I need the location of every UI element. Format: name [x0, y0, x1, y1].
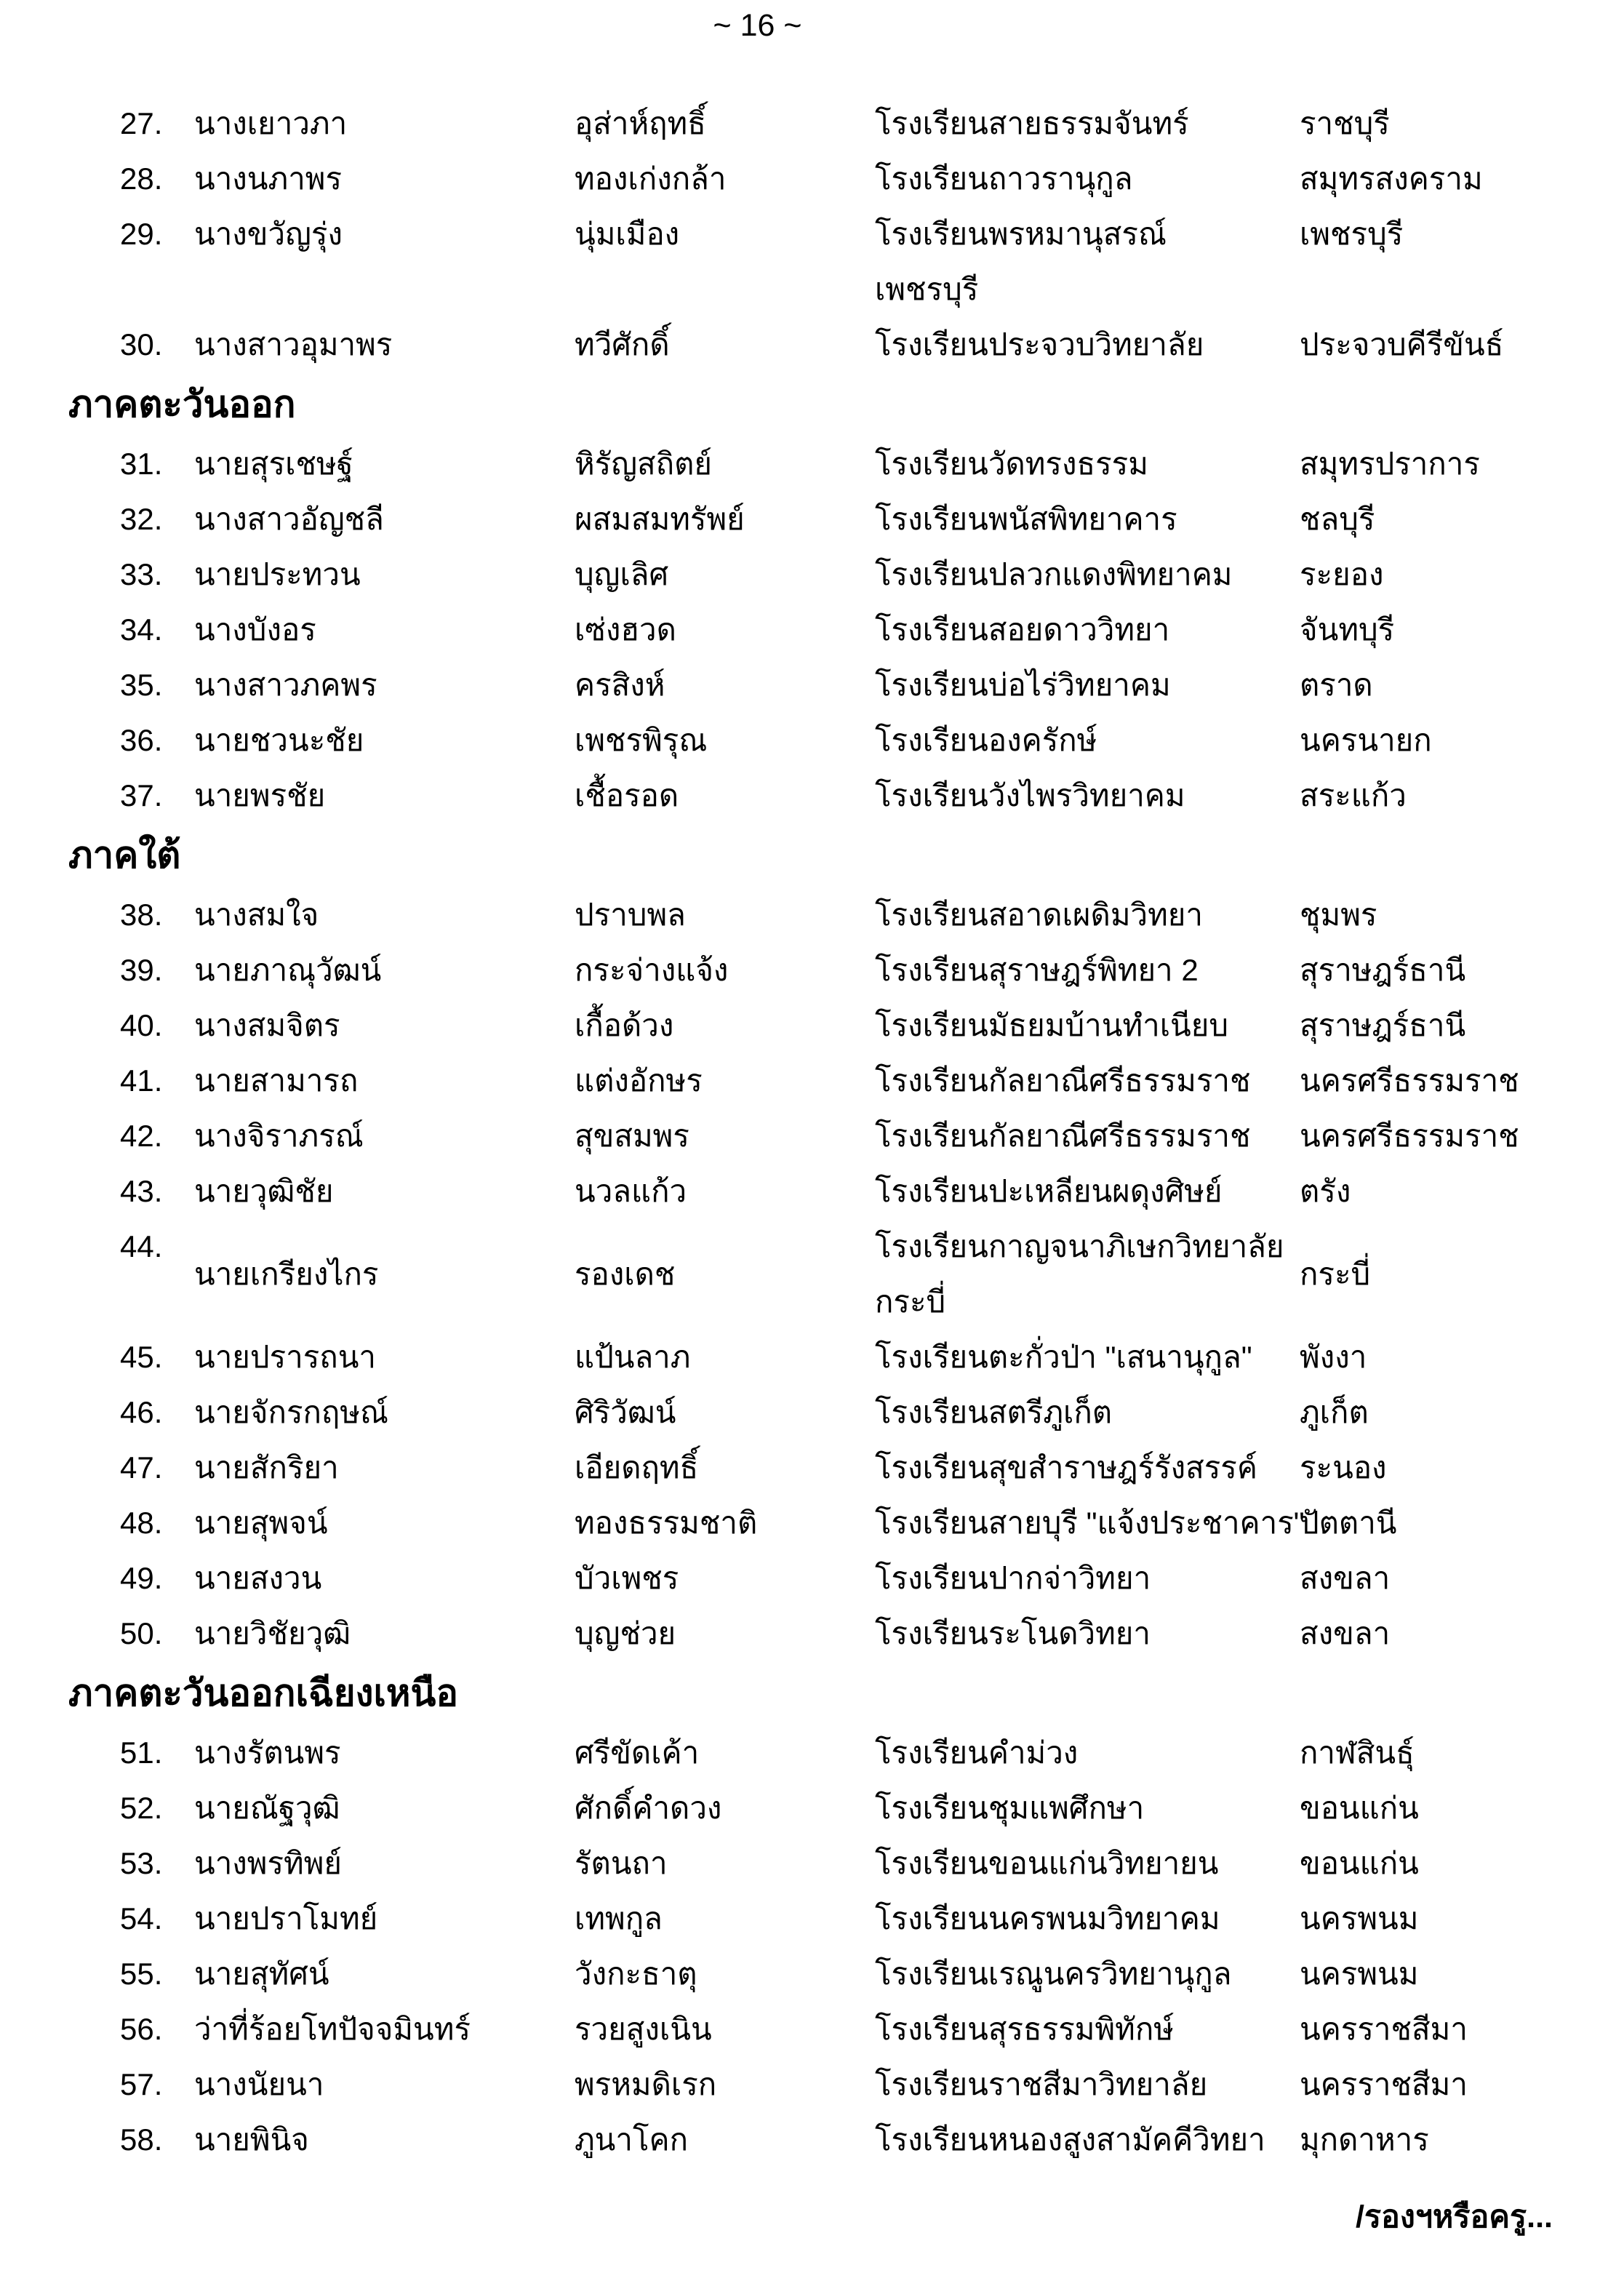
page-number: ~ 16 ~	[713, 8, 802, 43]
table-row	[68, 2057, 1553, 2112]
row-number: 42.	[120, 1119, 163, 1153]
province: ตราด	[1300, 668, 1373, 702]
table-row	[68, 1946, 1553, 2002]
province: นครพนม	[1300, 1957, 1419, 1991]
province: สุราษฎร์ธานี	[1300, 953, 1466, 987]
table-row	[68, 1330, 1553, 1385]
province: สระแก้ว	[1300, 778, 1407, 812]
province: สมุทรสงคราม	[1300, 161, 1483, 196]
province: ระยอง	[1300, 557, 1384, 591]
teacher-name: นายสามารถ	[194, 1063, 359, 1098]
teacher-name: นายวุฒิชัย	[194, 1174, 334, 1208]
table-row	[68, 207, 1553, 317]
row-number: 29.	[120, 217, 163, 251]
row-number: 31.	[120, 447, 163, 481]
teacher-name: นางนัยนา	[194, 2067, 324, 2101]
school-name	[875, 887, 1300, 943]
teacher-surname: เทพกูล	[575, 1901, 663, 1936]
school-name	[875, 151, 1300, 207]
province: สุราษฎร์ธานี	[1300, 1008, 1466, 1042]
school-name-line: โรงเรียนประจวบวิทยาลัย	[875, 327, 1204, 361]
province: ขอนแก่น	[1300, 1846, 1419, 1880]
province: สงขลา	[1300, 1616, 1391, 1650]
school-name	[875, 2112, 1300, 2168]
school-name-line: โรงเรียนวังไพรวิทยาคม	[875, 778, 1185, 812]
teacher-surname: กระจ่างแจ้ง	[575, 953, 729, 987]
row-number: 28.	[120, 161, 163, 196]
school-name-line: โรงเรียนปลวกแดงพิทยาคม	[875, 557, 1233, 591]
row-number: 55.	[120, 1957, 163, 1991]
school-name-line: โรงเรียนขอนแก่นวิทยายน	[875, 1846, 1219, 1880]
table-row	[68, 436, 1553, 492]
table-row	[68, 2002, 1553, 2057]
province: ประจวบคีรีขันธ์	[1300, 327, 1504, 361]
teacher-surname: ศรีขัดเค้า	[575, 1735, 700, 1770]
teacher-name: นายณัฐวุฒิ	[194, 1791, 340, 1825]
school-name-line: โรงเรียนชุมแพศึกษา	[875, 1791, 1145, 1825]
teacher-name: นายสักริยา	[194, 1450, 339, 1485]
teacher-name: นายปรารถนา	[194, 1340, 376, 1374]
table-row	[68, 1725, 1553, 1781]
school-name	[875, 943, 1300, 998]
row-number: 50.	[120, 1616, 163, 1650]
school-name	[875, 1440, 1300, 1495]
teacher-surname: ผสมสมทรัพย์	[575, 502, 745, 536]
school-name-line: โรงเรียนสุรธรรมพิทักษ์	[875, 2012, 1174, 2046]
teacher-surname: นุ่มเมือง	[575, 217, 680, 251]
teacher-surname: ศักดิ์คำดวง	[575, 1791, 722, 1825]
table-row	[68, 317, 1553, 372]
row-number: 33.	[120, 557, 163, 591]
teacher-surname: ทองธรรมชาติ	[575, 1506, 758, 1540]
row-number: 52.	[120, 1791, 163, 1825]
province: กระบี่	[1300, 1257, 1371, 1291]
teacher-surname: แป้นลาภ	[575, 1340, 691, 1374]
province: พังงา	[1300, 1340, 1367, 1374]
row-number: 40.	[120, 1008, 163, 1042]
school-name	[875, 1725, 1300, 1781]
table-row	[68, 1551, 1553, 1606]
province: มุกดาหาร	[1300, 2122, 1429, 2157]
teacher-name: นายประทวน	[194, 557, 361, 591]
province: นครศรีธรรมราช	[1300, 1063, 1519, 1098]
province: ภูเก็ต	[1300, 1395, 1369, 1429]
teacher-name: นายพินิจ	[194, 2122, 309, 2157]
school-name-line: โรงเรียนสตรีภูเก็ต	[875, 1395, 1113, 1429]
row-number: 43.	[120, 1174, 163, 1208]
province: นครนายก	[1300, 723, 1432, 757]
province: สมุทรปราการ	[1300, 447, 1480, 481]
teacher-surname: หิรัญสถิตย์	[575, 447, 712, 481]
school-name	[875, 998, 1300, 1053]
teacher-name: นางสมใจ	[194, 898, 319, 932]
table-row	[68, 1836, 1553, 1891]
teacher-name: นายสงวน	[194, 1561, 322, 1595]
row-number: 41.	[120, 1063, 163, 1098]
school-name	[875, 1495, 1305, 1551]
province: นครราชสีมา	[1300, 2067, 1468, 2101]
province: นครพนม	[1300, 1901, 1419, 1936]
school-name-line: โรงเรียนสายธรรมจันทร์	[875, 106, 1189, 140]
table-row	[68, 1781, 1553, 1836]
table-row	[68, 1219, 1553, 1330]
row-number: 58.	[120, 2122, 163, 2157]
row-number: 56.	[120, 2012, 163, 2046]
school-name-line: โรงเรียนพนัสพิทยาคาร	[875, 502, 1177, 536]
section-title: ภาคตะวันออกเฉียงเหนือ	[68, 1672, 459, 1714]
row-number: 32.	[120, 502, 163, 536]
school-name	[875, 207, 1300, 317]
teacher-name: นางพรทิพย์	[194, 1846, 343, 1880]
school-name-line: โรงเรียนกาญจนาภิเษกวิทยาลัย	[875, 1229, 1284, 1263]
teacher-name: นายสุรเชษฐ์	[194, 447, 353, 481]
table-row	[68, 1891, 1553, 1946]
school-name	[875, 317, 1300, 372]
school-name	[875, 713, 1300, 768]
school-name	[875, 1053, 1300, 1108]
row-number: 39.	[120, 953, 163, 987]
school-name-line: โรงเรียนหนองสูงสามัคคีวิทยา	[875, 2122, 1265, 2157]
table-row	[68, 998, 1553, 1053]
school-name	[875, 1781, 1300, 1836]
row-number: 53.	[120, 1846, 163, 1880]
table-row	[68, 943, 1553, 998]
school-name-line: โรงเรียนคำม่วง	[875, 1735, 1079, 1770]
province: จันทบุรี	[1300, 612, 1395, 647]
school-name-line: โรงเรียนกัลยาณีศรีธรรมราช	[875, 1119, 1251, 1153]
school-name	[875, 602, 1300, 658]
table-row	[68, 887, 1553, 943]
table-row	[68, 658, 1553, 713]
teacher-surname: ภูนาโคก	[575, 2122, 689, 2157]
school-name-line: โรงเรียนพรหมานุสรณ์	[875, 217, 1167, 251]
school-name-line: โรงเรียนสอยดาววิทยา	[875, 612, 1170, 647]
teacher-name: นางรัตนพร	[194, 1735, 341, 1770]
school-name-line: โรงเรียนสายบุรี "แจ้งประชาคาร"	[875, 1506, 1305, 1540]
table-row	[68, 1053, 1553, 1108]
teacher-surname: ศิริวัฒน์	[575, 1395, 676, 1429]
school-name	[875, 547, 1300, 602]
province: สงขลา	[1300, 1561, 1391, 1595]
school-name	[875, 1551, 1300, 1606]
school-name	[875, 1385, 1300, 1440]
table-row	[68, 2112, 1553, 2168]
table-row	[68, 1108, 1553, 1164]
table-row	[68, 713, 1553, 768]
teacher-name: นายภาณุวัฒน์	[194, 953, 382, 987]
school-name-line2: กระบี่	[875, 1285, 946, 1319]
section-title: ภาคตะวันออก	[68, 383, 296, 425]
teacher-name: นายปราโมทย์	[194, 1901, 378, 1936]
school-name	[875, 1108, 1300, 1164]
province: ตรัง	[1300, 1174, 1351, 1208]
teacher-name: นายจักรกฤษณ์	[194, 1395, 389, 1429]
school-name-line: โรงเรียนวัดทรงธรรม	[875, 447, 1148, 481]
teacher-name: นายพรชัย	[194, 778, 326, 812]
teacher-surname: นวลแก้ว	[575, 1174, 687, 1208]
teacher-surname: เชื้อรอด	[575, 778, 679, 812]
footer-note: /รองฯหรือครู...	[1356, 2200, 1553, 2234]
school-name	[875, 2057, 1300, 2112]
row-number: 36.	[120, 723, 163, 757]
section-title: ภาคใต้	[68, 834, 181, 876]
teacher-name: นางสาวอัญชลี	[194, 502, 384, 536]
teacher-surname: บัวเพชร	[575, 1561, 679, 1595]
row-number: 38.	[120, 898, 163, 932]
table-row	[68, 1385, 1553, 1440]
school-name	[875, 1606, 1300, 1661]
row-number: 27.	[120, 106, 163, 140]
province: เพชรบุรี	[1300, 217, 1404, 251]
teacher-surname: ทวีศักดิ์	[575, 327, 670, 361]
school-name	[875, 1891, 1300, 1946]
row-number: 34.	[120, 612, 163, 647]
table-row	[68, 1606, 1553, 1661]
teacher-surname: อุส่าห์ฤทธิ์	[575, 106, 706, 140]
school-name-line: โรงเรียนสอาดเผดิมวิทยา	[875, 898, 1203, 932]
teacher-surname: สุขสมพร	[575, 1119, 689, 1153]
row-number: 44.	[120, 1229, 163, 1263]
table-row	[68, 1440, 1553, 1495]
teacher-name: นายชวนะชัย	[194, 723, 364, 757]
school-name-line: โรงเรียนสุขสำราษฎร์รังสรรค์	[875, 1450, 1257, 1485]
table-row	[68, 1164, 1553, 1219]
school-name-line: โรงเรียนราชสีมาวิทยาลัย	[875, 2067, 1208, 2101]
province: นครราชสีมา	[1300, 2012, 1468, 2046]
school-name	[875, 492, 1300, 547]
school-name	[875, 1219, 1300, 1330]
table-row	[68, 547, 1553, 602]
row-number: 48.	[120, 1506, 163, 1540]
row-number: 37.	[120, 778, 163, 812]
document-body	[68, 96, 1553, 2168]
province: ขอนแก่น	[1300, 1791, 1419, 1825]
school-name-line: โรงเรียนองครักษ์	[875, 723, 1097, 757]
row-number: 30.	[120, 327, 163, 361]
table-row	[68, 492, 1553, 547]
school-name	[875, 658, 1300, 713]
row-number: 49.	[120, 1561, 163, 1595]
row-number: 35.	[120, 668, 163, 702]
row-number: 47.	[120, 1450, 163, 1485]
teacher-name: นางเยาวภา	[194, 106, 348, 140]
school-name-line: โรงเรียนตะกั่วป่า "เสนานุกูล"	[875, 1340, 1252, 1374]
school-name-line2: เพชรบุรี	[875, 272, 979, 306]
table-row	[68, 1495, 1553, 1551]
province: นครศรีธรรมราช	[1300, 1119, 1519, 1153]
school-name-line: โรงเรียนถาวรานุกูล	[875, 161, 1133, 196]
teacher-name: นางจิราภรณ์	[194, 1119, 364, 1153]
teacher-surname: เพชรพิรุณ	[575, 723, 708, 757]
teacher-name: ว่าที่ร้อยโทปัจจมินทร์	[194, 2012, 471, 2046]
school-name	[875, 768, 1300, 823]
school-name-line: โรงเรียนกัลยาณีศรีธรรมราช	[875, 1063, 1251, 1098]
school-name-line: โรงเรียนมัธยมบ้านทำเนียบ	[875, 1008, 1229, 1042]
teacher-name: นางบังอร	[194, 612, 316, 647]
school-name	[875, 1330, 1300, 1385]
school-name-line: โรงเรียนเรณูนครวิทยานุกูล	[875, 1957, 1232, 1991]
province: ชลบุรี	[1300, 502, 1375, 536]
teacher-surname: บุญช่วย	[575, 1616, 676, 1650]
teacher-name: นางสมจิตร	[194, 1008, 340, 1042]
province: ราชบุรี	[1300, 106, 1390, 140]
province: ปัตตานี	[1300, 1506, 1397, 1540]
teacher-surname: พรหมดิเรก	[575, 2067, 717, 2101]
teacher-name: นางสาวอุมาพร	[194, 327, 393, 361]
teacher-surname: รวยสูงเนิน	[575, 2012, 712, 2046]
province: ชุมพร	[1300, 898, 1377, 932]
teacher-surname: เอียดฤทธิ์	[575, 1450, 699, 1485]
school-name-line: โรงเรียนปากจ่าวิทยา	[875, 1561, 1151, 1595]
school-name-line: โรงเรียนนครพนมวิทยาคม	[875, 1901, 1220, 1936]
teacher-name: นายสุพจน์	[194, 1506, 328, 1540]
school-name-line: โรงเรียนปะเหลียนผดุงศิษย์	[875, 1174, 1223, 1208]
table-row	[68, 602, 1553, 658]
table-row	[68, 768, 1553, 823]
teacher-surname: เกื้อด้วง	[575, 1008, 674, 1042]
row-number: 54.	[120, 1901, 163, 1936]
teacher-name: นายสุทัศน์	[194, 1957, 329, 1991]
teacher-name: นางสาวภคพร	[194, 668, 377, 702]
school-name-line: โรงเรียนสุราษฎร์พิทยา 2	[875, 953, 1199, 987]
teacher-name: นางขวัญรุ่ง	[194, 217, 343, 251]
teacher-surname: ปราบพล	[575, 898, 686, 932]
school-name	[875, 96, 1300, 151]
row-number: 51.	[120, 1735, 163, 1770]
row-number: 57.	[120, 2067, 163, 2101]
teacher-surname: รัตนถา	[575, 1846, 668, 1880]
school-name-line: โรงเรียนระโนดวิทยา	[875, 1616, 1151, 1650]
teacher-name: นายวิชัยวุฒิ	[194, 1616, 351, 1650]
teacher-surname: บุญเลิศ	[575, 557, 669, 591]
teacher-name: นายเกรียงไกร	[194, 1257, 379, 1291]
teacher-surname: ทองเก่งกล้า	[575, 161, 727, 196]
table-row	[68, 151, 1553, 207]
row-number: 45.	[120, 1340, 163, 1374]
province: กาฬสินธุ์	[1300, 1735, 1415, 1770]
school-name	[875, 436, 1300, 492]
school-name	[875, 2002, 1300, 2057]
teacher-name: นางนภาพร	[194, 161, 343, 196]
table-row	[68, 96, 1553, 151]
teacher-surname: ครสิงห์	[575, 668, 665, 702]
teacher-surname: รองเดช	[575, 1257, 676, 1291]
school-name	[875, 1946, 1300, 2002]
teacher-surname: เซ่งฮวด	[575, 612, 676, 647]
teacher-surname: แต่งอักษร	[575, 1063, 703, 1098]
school-name-line: โรงเรียนบ่อไร่วิทยาคม	[875, 668, 1171, 702]
teacher-surname: วังกะธาตุ	[575, 1957, 697, 1991]
province: ระนอง	[1300, 1450, 1387, 1485]
school-name	[875, 1164, 1300, 1219]
row-number: 46.	[120, 1395, 163, 1429]
school-name	[875, 1836, 1300, 1891]
